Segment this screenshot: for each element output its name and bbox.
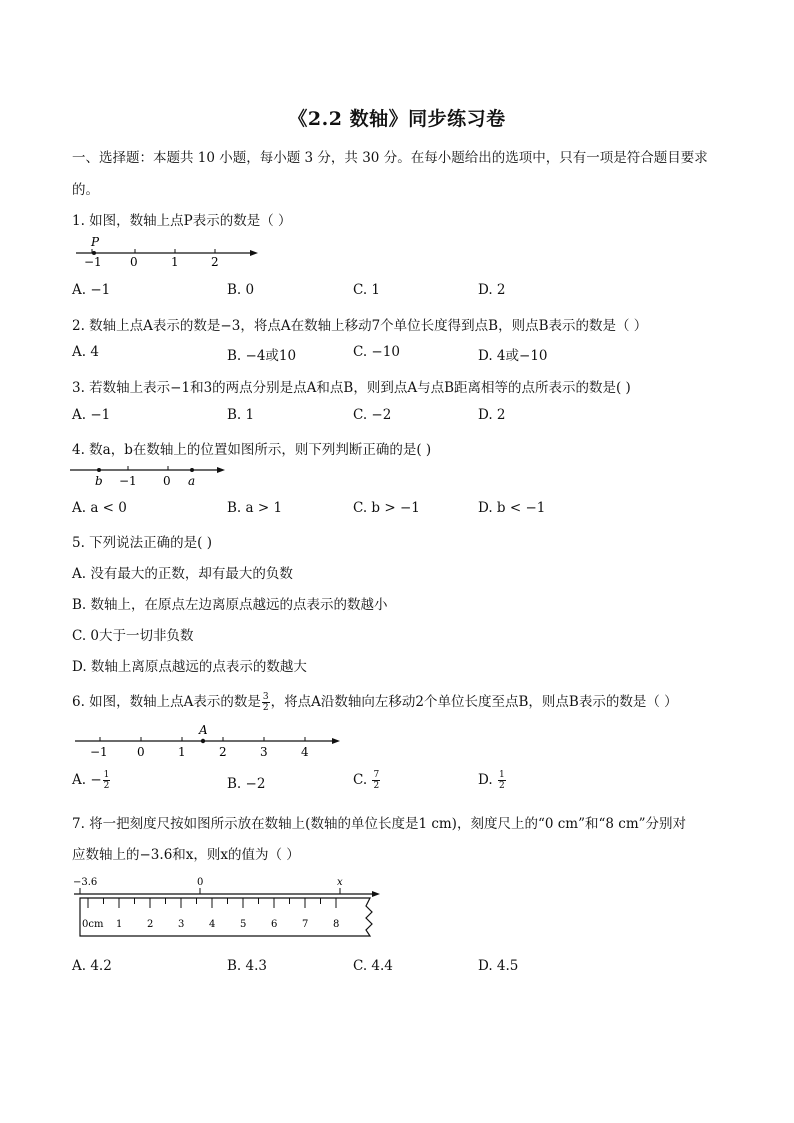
- q4-number-line-figure: [68, 460, 238, 492]
- q6-option-c-prefix: C.: [353, 772, 372, 788]
- q1-tick-label: −1: [84, 255, 102, 269]
- q6-tick-label: −1: [90, 745, 108, 759]
- q6-tick-label: 0: [137, 745, 145, 759]
- q7-axis-arrow: [372, 891, 380, 897]
- q6-tick-label: 2: [219, 745, 227, 759]
- q6-tick-label: 4: [301, 745, 309, 759]
- q6-option-a-fraction: [103, 770, 111, 791]
- q7-label-zero: 0: [197, 877, 204, 888]
- q6-option-d: [478, 770, 507, 791]
- question-6-text: [72, 690, 678, 713]
- q6-option-c: [353, 770, 381, 791]
- question-5-text: 5. 下列说法正确的是( ): [72, 535, 212, 551]
- q6-tick-label: 1: [178, 745, 186, 759]
- q3-option-c: C. −2: [353, 407, 392, 423]
- q1-option-d: D. 2: [478, 282, 506, 298]
- q2-option-c: C. −10: [353, 344, 400, 360]
- q6-option-b: B. −2: [227, 776, 266, 792]
- q1-axis-arrow: [250, 250, 258, 256]
- q4-label-minus-one: −1: [119, 474, 137, 488]
- q6-option-a: [72, 770, 111, 791]
- question-1-text: 1. 如图，数轴上点P表示的数是（ ）: [72, 213, 292, 229]
- q6-point-a: [201, 739, 205, 743]
- q7-ruler-label: 0cm: [82, 919, 104, 930]
- q6-option-d-den: 2: [498, 781, 505, 791]
- q5-option-c: C. 0大于一切非负数: [72, 628, 194, 644]
- q6-option-d-fraction: [498, 770, 506, 791]
- q1-option-b: B. 0: [227, 282, 255, 298]
- q7-option-b: B. 4.3: [227, 958, 267, 974]
- q5-option-a: A. 没有最大的正数，却有最大的负数: [72, 566, 293, 582]
- q1-point-label: P: [91, 235, 100, 249]
- q4-point-b: [97, 468, 101, 472]
- q7-label-x: x: [337, 877, 343, 888]
- q4-axis-arrow: [217, 467, 225, 473]
- q7-option-d: D. 4.5: [478, 958, 519, 974]
- q6-axis-arrow: [332, 738, 340, 744]
- q7-ruler-body: [80, 898, 372, 936]
- page-title: 《2.2 数轴》同步练习卷: [288, 108, 506, 130]
- q6-fraction-num: 3: [262, 692, 269, 702]
- q4-option-c: C. b > −1: [353, 500, 420, 516]
- q6-option-a-num: 1: [103, 770, 110, 780]
- q7-label-minus-3-6: −3.6: [73, 877, 98, 888]
- q2-option-a: A. 4: [72, 344, 99, 360]
- q6-option-c-num: 7: [373, 770, 380, 780]
- q7-ruler-label: 4: [209, 919, 216, 930]
- q4-label-b: b: [95, 474, 103, 488]
- q4-point-a: [190, 468, 194, 472]
- section-instruction-line2: 的。: [72, 182, 99, 198]
- q4-label-a: a: [188, 474, 196, 488]
- q1-number-line-figure: [72, 234, 272, 270]
- q4-option-d: D. b < −1: [478, 500, 546, 516]
- question-7-line1: 7. 将一把刻度尺按如图所示放在数轴上(数轴的单位长度是1 cm)，刻度尺上的“0 cm”和“8 cm”分别对: [72, 816, 687, 832]
- q6-number-line-figure: [72, 722, 352, 762]
- q7-option-c: C. 4.4: [353, 958, 393, 974]
- q5-option-b: B. 数轴上，在原点左边离原点越远的点表示的数越小: [72, 597, 388, 613]
- q2-option-d: D. 4或−10: [478, 348, 548, 364]
- q1-tick-label: 2: [211, 255, 219, 269]
- q6-option-c-den: 2: [373, 781, 380, 791]
- q6-text-before: 6. 如图，数轴上点A表示的数是: [72, 694, 261, 710]
- q7-ruler-label: 6: [271, 919, 278, 930]
- q4-label-zero: 0: [163, 474, 171, 488]
- q6-fraction: [262, 692, 270, 713]
- q1-tick-label: 0: [130, 255, 138, 269]
- q3-option-a: A. −1: [72, 407, 111, 423]
- q6-option-d-num: 1: [498, 770, 505, 780]
- q2-option-b: B. −4或10: [227, 348, 297, 364]
- q6-tick-label: 3: [260, 745, 268, 759]
- q1-tick-label: 1: [171, 255, 179, 269]
- question-7-line2: 应数轴上的−3.6和x，则x的值为（ ）: [72, 847, 300, 863]
- q7-ruler-figure: [70, 872, 390, 944]
- q6-option-a-prefix: A. −: [72, 772, 102, 788]
- q6-fraction-den: 2: [262, 703, 269, 713]
- question-3-text: 3. 若数轴上表示−1和3的两点分别是点A和点B，则到点A与点B距离相等的点所表示的数是( ): [72, 380, 631, 396]
- q7-ruler-label: 8: [333, 919, 340, 930]
- section-instruction-line1: 一、选择题：本题共 10 小题，每小题 3 分，共 30 分。在每小题给出的选项中，只有一项是符合题目要求: [72, 150, 708, 166]
- q4-option-a: A. a < 0: [72, 500, 127, 516]
- q7-ruler-label: 7: [302, 919, 309, 930]
- q5-option-d: D. 数轴上离原点越远的点表示的数越大: [72, 659, 307, 675]
- q3-option-d: D. 2: [478, 407, 506, 423]
- q4-option-b: B. a > 1: [227, 500, 283, 516]
- q7-ruler-label: 3: [178, 919, 185, 930]
- question-2-text: 2. 数轴上点A表示的数是−3，将点A在数轴上移动7个单位长度得到点B，则点B表示的数是（ ）: [72, 318, 648, 334]
- q7-option-a: A. 4.2: [72, 958, 112, 974]
- q7-ruler-label: 1: [116, 919, 123, 930]
- q6-option-c-fraction: [372, 770, 380, 791]
- q1-option-c: C. 1: [353, 282, 381, 298]
- q1-option-a: A. −1: [72, 282, 111, 298]
- q6-option-a-den: 2: [103, 781, 110, 791]
- q6-point-label: A: [199, 723, 208, 737]
- q6-option-d-prefix: D.: [478, 772, 497, 788]
- q3-option-b: B. 1: [227, 407, 255, 423]
- q6-text-after: ，将点A沿数轴向左移动2个单位长度至点B，则点B表示的数是（ ）: [270, 694, 678, 710]
- q7-ruler-label: 2: [147, 919, 154, 930]
- q7-ruler-label: 5: [240, 919, 247, 930]
- question-4-text: 4. 数a，b在数轴上的位置如图所示，则下列判断正确的是( ): [72, 442, 432, 458]
